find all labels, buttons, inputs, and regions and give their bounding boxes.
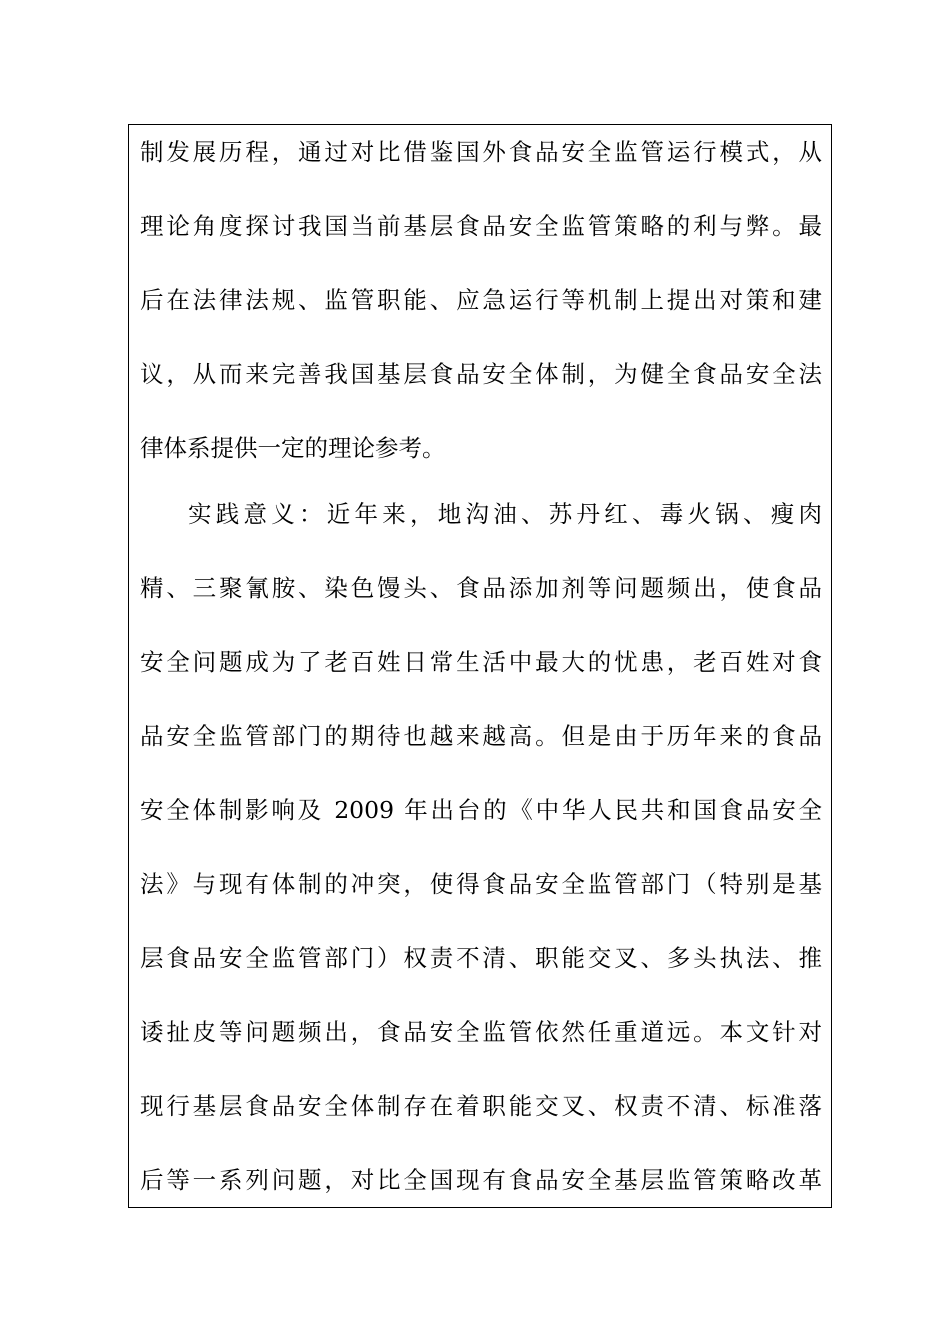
body-text-line: 安全体制影响及 2009 年出台的《中华人民共和国食品安全 [140,796,822,824]
body-text-line: 品安全监管部门的期待也越来越高。但是由于历年来的食品 [140,722,822,750]
body-text-line: 诿扯皮等问题频出，食品安全监管依然任重道远。本文针对 [140,1018,822,1046]
body-text-line: 层食品安全监管部门）权责不清、职能交叉、多头执法、推 [140,944,822,972]
body-text-line: 议，从而来完善我国基层食品安全体制，为健全食品安全法 [140,360,822,388]
body-text-line: 后等一系列问题，对比全国现有食品安全基层监管策略改革 [140,1166,822,1194]
body-text-line: 制发展历程，通过对比借鉴国外食品安全监管运行模式，从 [140,138,822,166]
body-text-line: 法》与现有体制的冲突，使得食品安全监管部门（特别是基 [140,870,822,898]
body-text-line: 理论角度探讨我国当前基层食品安全监管策略的利与弊。最 [140,212,822,240]
body-text-line: 后在法律法规、监管职能、应急运行等机制上提出对策和建 [140,286,822,314]
paragraph-start-line: 实践意义：近年来，地沟油、苏丹红、毒火锅、瘦肉 [188,500,822,528]
body-text-line: 安全问题成为了老百姓日常生活中最大的忧患，老百姓对食 [140,648,822,676]
body-text-line: 律体系提供一定的理论参考。 [140,434,446,462]
body-text-line: 现行基层食品安全体制存在着职能交叉、权责不清、标准落 [140,1092,822,1120]
body-text-line: 精、三聚氰胺、染色馒头、食品添加剂等问题频出，使食品 [140,574,822,602]
